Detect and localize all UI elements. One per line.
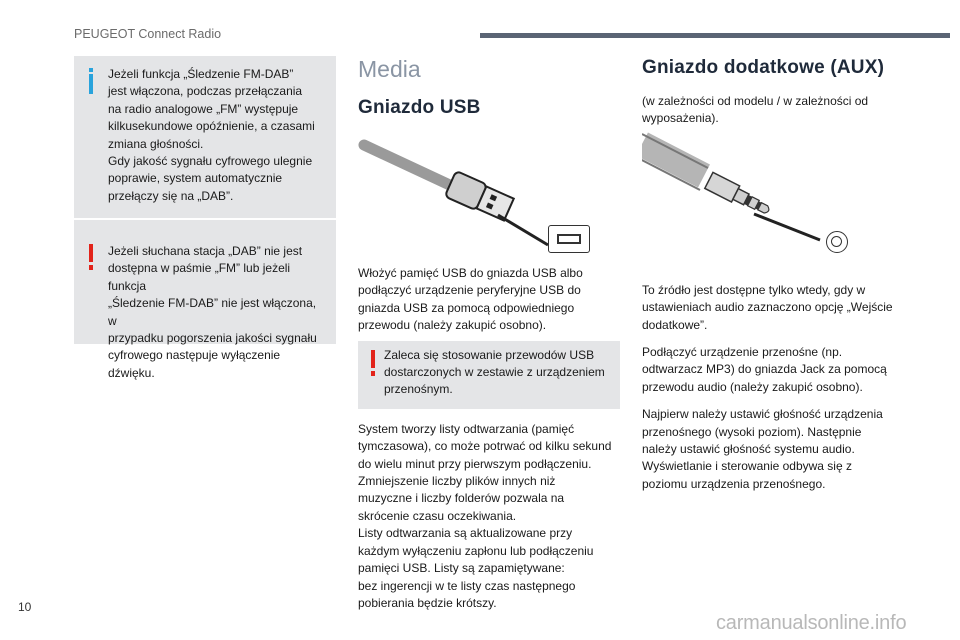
- warning-line: „Śledzenie FM-DAB” nie jest włączona, w: [108, 296, 317, 328]
- aux-p2-line: przewodu audio (należy zakupić osobno).: [642, 379, 863, 394]
- column-middle: [358, 56, 620, 612]
- usb-info-line: skrócenie czasu oczekiwania.: [358, 508, 517, 523]
- header-rule: [480, 33, 950, 38]
- usb-port-icon: [548, 225, 590, 253]
- media-section-title: Media: [358, 56, 421, 82]
- usb-paragraph-line: podłączyć urządzenie peryferyjne USB do: [358, 283, 581, 298]
- usb-info-line: pamięci USB. Listy są zapamiętywane:: [358, 561, 565, 576]
- aux-illustration: [642, 132, 904, 250]
- usb-info-line: Listy odtwarzania są aktualizowane przy: [358, 526, 573, 541]
- usb-illustration: [358, 129, 620, 247]
- usb-info-line: muzyczne i liczby folderów pozwala na: [358, 491, 565, 506]
- usb-info-line: do wielu minut przy pierwszym podłączeniu.: [358, 456, 592, 471]
- usb-warning-line: dostarczonych w zestawie z urządzeniem: [384, 365, 605, 380]
- usb-info-paragraph: [358, 421, 620, 612]
- info-line: poprawie, system automatycznie: [108, 171, 283, 186]
- usb-warning-box: [358, 341, 620, 409]
- aux-paragraph-2: [642, 344, 904, 396]
- usb-info-line: każdym wyłączeniu zapłonu lub podłączeniu: [358, 543, 594, 558]
- usb-info-line: pobierania będzie krótszy.: [358, 595, 497, 610]
- usb-paragraph-line: gniazda USB za pomocą odpowiedniego: [358, 300, 575, 315]
- aux-p1-line: dodatkowe”.: [642, 317, 708, 332]
- usb-paragraph-line: przewodu (należy zakupić osobno).: [358, 318, 547, 333]
- usb-warning-line: przenośnym.: [384, 382, 453, 397]
- aux-p2-line: odtwarzacz MP3) do gniazda Jack za pomocą: [642, 362, 887, 377]
- aux-section-title: Gniazdo dodatkowe (AUX): [642, 57, 885, 78]
- warning-line: przypadku pogorszenia jakości sygnału: [108, 331, 317, 346]
- info-line: Gdy jakość sygnału cyfrowego ulegnie: [108, 154, 313, 169]
- info-line: kilkusekundowe opóźnienie, a czasami: [108, 119, 315, 134]
- warning-icon: [86, 244, 96, 270]
- info-box: [74, 56, 336, 218]
- warning-icon: [368, 350, 378, 376]
- aux-p1-line: ustawieniach audio zaznaczono opcję „Wejście: [642, 300, 893, 315]
- header-title: PEUGEOT Connect Radio: [74, 27, 222, 41]
- aux-p3-line: Wyświetlanie i sterowanie odbywa się z: [642, 459, 852, 474]
- jack-port-icon: [826, 231, 848, 253]
- column-left: [74, 56, 336, 380]
- info-line: Jeżeli funkcja „Śledzenie FM-DAB”: [108, 67, 294, 81]
- aux-intro-line: wyposażenia).: [642, 111, 719, 126]
- aux-p3-line: poziomu urządzenia przenośnego.: [642, 476, 826, 491]
- info-line: na radio analogowe „FM” występuje: [108, 101, 299, 116]
- usb-paragraph-line: Włożyć pamięć USB do gniazda USB albo: [358, 266, 583, 280]
- usb-info-line: Zmniejszenie liczby plików innych niż: [358, 474, 556, 489]
- aux-p1-line: To źródło jest dostępne tylko wtedy, gdy w: [642, 282, 866, 297]
- usb-info-line: System tworzy listy odtwarzania (pamięć: [358, 421, 575, 436]
- info-line: zmiana głośności.: [108, 136, 204, 151]
- usb-info-line: bez ingerencji w te listy czas następnego: [358, 578, 576, 593]
- aux-paragraph-3: [642, 406, 904, 493]
- jack-plug-icon: [642, 132, 904, 250]
- aux-paragraph-1: [642, 282, 904, 334]
- info-line: przełączy się na „DAB”.: [108, 188, 234, 203]
- aux-p3-line: Najpierw należy ustawić głośność urządzenia: [642, 407, 883, 422]
- aux-p2-line: Podłączyć urządzenie przenośne (np.: [642, 345, 843, 360]
- warning-box: [74, 220, 336, 380]
- column-right: [642, 56, 904, 493]
- aux-p3-line: należy ustawić głośność systemu audio.: [642, 442, 855, 457]
- usb-paragraph: [358, 265, 620, 335]
- info-line: jest włączona, podczas przełączania: [108, 84, 303, 99]
- usb-section-title: Gniazdo USB: [358, 97, 481, 118]
- aux-p3-line: przenośnego (wysoki poziom). Następnie: [642, 424, 862, 439]
- warning-line: cyfrowego następuje wyłączenie dźwięku.: [108, 348, 281, 380]
- warning-line: Jeżeli słuchana stacja „DAB” nie jest: [108, 244, 303, 258]
- aux-intro: [642, 93, 904, 128]
- usb-info-line: tymczasowa), co może potrwać od kilku sekund: [358, 439, 612, 454]
- info-icon: [86, 68, 96, 94]
- aux-intro-line: (w zależności od modelu / w zależności od: [642, 94, 869, 108]
- page-number: 10: [18, 600, 32, 614]
- warning-line: dostępna w paśmie „FM” lub jeżeli funkcja: [108, 261, 291, 293]
- watermark: carmanualsonline.info: [716, 612, 907, 634]
- usb-warning-line: Zaleca się stosowanie przewodów USB: [384, 347, 595, 362]
